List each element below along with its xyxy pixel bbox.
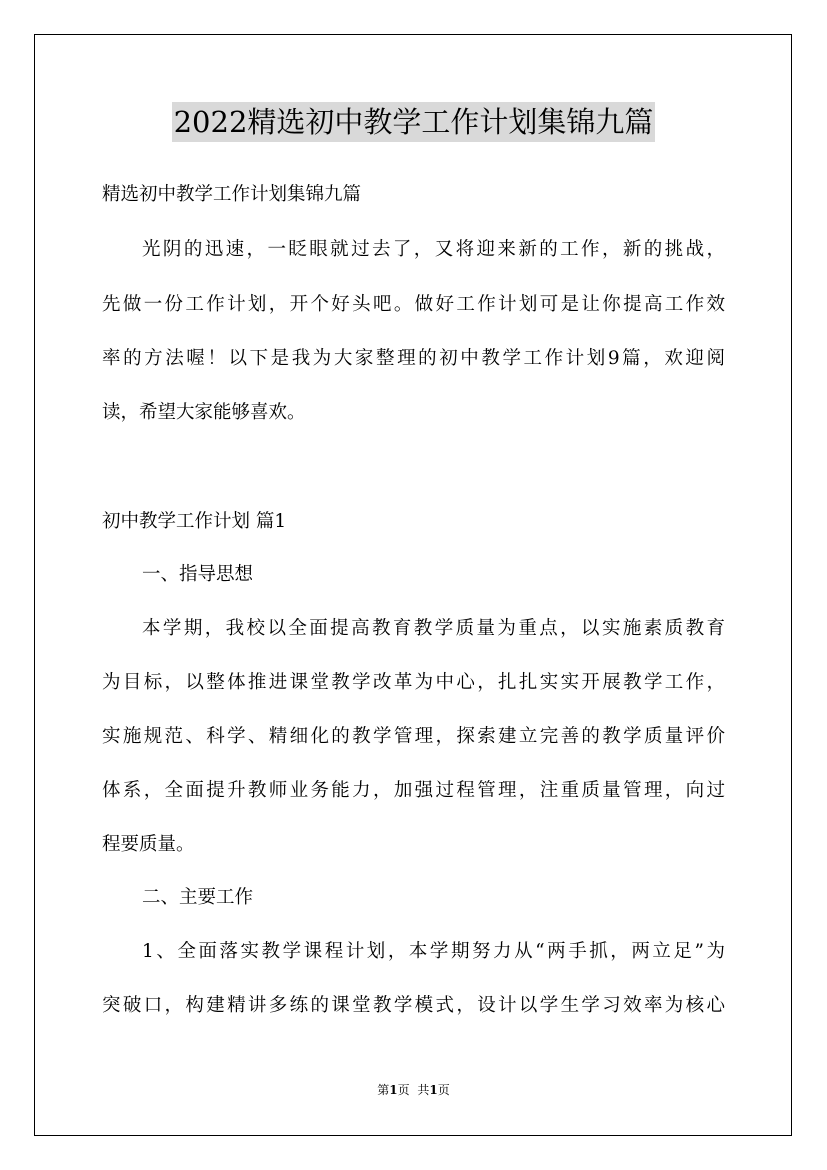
heading-main-work: 二、主要工作 [142, 887, 254, 908]
document-title: 2022精选初中教学工作计划集锦九篇 [172, 102, 656, 142]
paragraph-1-line-2: 为目标，以整体推进课堂教学改革为中心，扎扎实实开展教学工作， [102, 672, 725, 693]
total-label-prefix: 共 [417, 1083, 430, 1097]
title-container [0, 102, 827, 142]
paragraph-2-line-2: 突破口，构建精讲多练的课堂教学模式，设计以学生学习效率为核心 [102, 995, 725, 1016]
paragraph-1-line-5: 程要质量。 [102, 834, 195, 855]
page-label-suffix: 页 [397, 1083, 410, 1097]
intro-line-1: 光阴的迅速，一眨眼就过去了，又将迎来新的工作，新的挑战， [142, 239, 725, 260]
paragraph-1-line-3: 实施规范、科学、精细化的教学管理，探索建立完善的教学质量评价 [102, 726, 725, 747]
total-pages: 1 [429, 1083, 438, 1097]
intro-line-3: 率的方法喔！以下是我为大家整理的初中教学工作计划9篇，欢迎阅 [102, 348, 725, 369]
paragraph-1-line-1: 本学期，我校以全面提高教育教学质量为重点，以实施素质教育 [142, 618, 725, 639]
total-label-suffix: 页 [437, 1083, 450, 1097]
page-label-prefix: 第 [377, 1083, 390, 1097]
intro-line-2: 先做一份工作计划，开个好头吧。做好工作计划可是让你提高工作效 [102, 294, 725, 315]
paragraph-2-line-1: 1、全面落实教学课程计划，本学期努力从“两手抓，两立足”为 [142, 941, 725, 962]
page-number: 1 [389, 1083, 398, 1097]
paragraph-1-line-4: 体系，全面提升教师业务能力，加强过程管理，注重质量管理，向过 [102, 780, 725, 801]
page-footer [0, 1082, 827, 1098]
document-subtitle: 精选初中教学工作计划集锦九篇 [102, 184, 362, 205]
heading-guiding-thought: 一、指导思想 [142, 564, 254, 585]
section-title: 初中教学工作计划 篇1 [102, 511, 287, 532]
intro-line-4: 读，希望大家能够喜欢。 [102, 402, 306, 423]
